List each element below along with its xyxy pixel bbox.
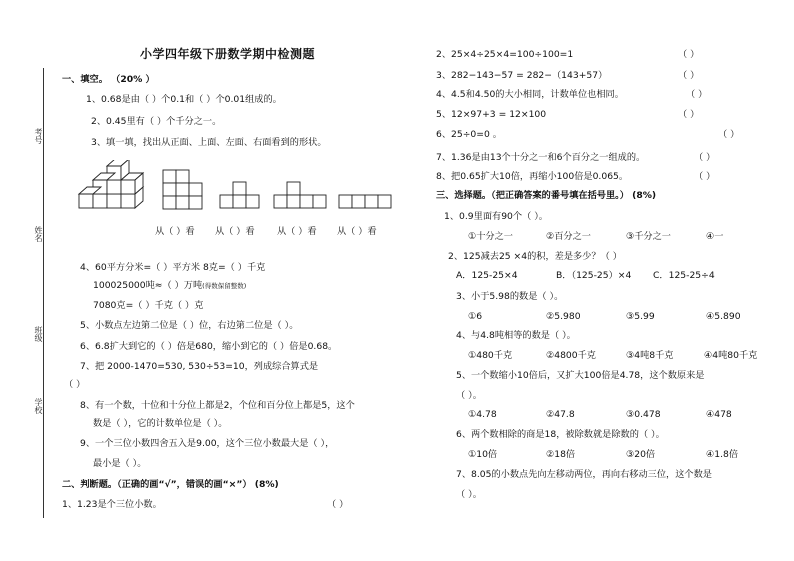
fill-question-4c: 7080克=（ ）千克（ ）克: [93, 300, 204, 311]
cube-stack-drawing: [79, 160, 143, 208]
judge-question-1: 1、1.23是个三位小数。: [62, 499, 162, 510]
view-shape-2: [220, 182, 259, 208]
choice-question-5a: 5、一个数缩小10倍后，又扩大100倍是4.78，这个数原来是: [456, 370, 705, 381]
choice-6-option-c: ③20倍: [626, 449, 656, 460]
fill-question-2: 2、0.45里有（ ）个千分之一。: [91, 116, 222, 127]
exam-number-label: 考号: [34, 128, 43, 144]
judge-answer-8: （ ）: [694, 171, 716, 182]
view-label-4: 从（ ）看: [337, 226, 377, 237]
judge-question-6: 6、25÷0=0 。: [436, 129, 502, 140]
fill-question-8a: 8、有一个数，十位和十分位上都是2，个位和百分位上都是5，这个: [80, 400, 355, 411]
judge-question-2: 2、25×4÷25×4=100÷100=1: [436, 49, 574, 60]
fill-question-9a: 9、一个三位小数四舍五入是9.00，这个三位小数最大是（ ），: [80, 438, 335, 449]
choice-question-7b: （ ）。: [456, 489, 482, 500]
judge-question-8: 8、把0.65扩大10倍，再缩小100倍是0.065。: [436, 171, 629, 182]
view-label-1: 从（ ）看: [155, 226, 195, 237]
judge-question-3: 3、282−143−57 = 282−（143+57）: [436, 70, 608, 81]
fill-question-4b-text: 100025000吨≈（ ）万吨: [93, 280, 203, 291]
choice-4-option-c: ③4吨8千克: [626, 350, 674, 361]
section-judge-heading: 二、判断题。（正确的画“√”，错误的画“×”） (8%): [62, 479, 279, 490]
judge-question-7: 7、1.36是由13个十分之一和6个百分之一组成的。: [436, 152, 646, 163]
choice-2-option-b: B．（125-25）×4: [556, 270, 632, 281]
class-label: 班级: [34, 326, 43, 342]
choice-4-option-a: ①480千克: [468, 350, 513, 361]
choice-5-option-d: ④478: [706, 409, 732, 420]
section-choice-heading: 三、选择题。（把正确答案的番号填在括号里。） (8%): [436, 190, 657, 201]
choice-question-4: 4、与4.8吨相等的数是（ ）。: [456, 330, 576, 341]
choice-question-2: 2、125减去25 ×4的积，差是多少？（ ）: [448, 251, 622, 262]
fill-question-4b: [93, 280, 246, 292]
page-title: 小学四年级下册数学期中检测题: [140, 47, 316, 61]
choice-1-option-c: ③千分之一: [626, 231, 671, 242]
fill-question-3: 3、填一填，找出从正面、上面、左面、右面看到的形状。: [91, 137, 327, 148]
choice-question-1: 1、0.9里面有90个（ ）。: [444, 211, 548, 222]
choice-question-6: 6、两个数相除的商是18，被除数就是除数的（ ）。: [456, 429, 665, 440]
judge-question-4: 4、4.5和4.50的大小相同，计数单位也相同。: [436, 89, 624, 100]
choice-6-option-d: ④1.8倍: [706, 449, 739, 460]
fill-question-7b: （ ）: [64, 379, 86, 390]
choice-question-3: 3、小于5.98的数是（ ）。: [456, 291, 564, 302]
view-shape-4: [339, 195, 391, 208]
choice-1-option-b: ②百分之一: [546, 231, 591, 242]
choice-4-option-b: ②4800千克: [546, 350, 596, 361]
choice-4-option-d: ④4吨80千克: [704, 350, 758, 361]
view-shape-3: [274, 182, 326, 208]
choice-6-option-a: ①10倍: [468, 449, 498, 460]
fill-question-8b: 数是（ ），它的计数单位是（ ）。: [93, 418, 228, 429]
judge-answer-7: （ ）: [694, 152, 716, 163]
fill-question-4a: 4、60平方分米=（ ）平方米 8克=（ ）千克: [80, 262, 266, 273]
fill-question-6: 6、6.8扩大到它的（ ）倍是680，缩小到它的（ ）倍是0.68。: [80, 341, 338, 352]
fill-question-9b: 最小是（ ）。: [93, 458, 147, 469]
judge-answer-2: （ ）: [678, 49, 700, 60]
judge-answer-1: （ ）: [327, 499, 349, 510]
student-name-label: 姓名: [34, 226, 43, 242]
school-label: 学校: [34, 398, 43, 414]
choice-1-option-a: ①十分之一: [468, 231, 513, 242]
judge-answer-5: （ ）: [678, 109, 700, 120]
judge-answer-3: （ ）: [678, 70, 700, 81]
section-fill-in-heading: 一、填空。 （20% ）: [62, 74, 155, 85]
view-label-3: 从（ ）看: [277, 226, 317, 237]
choice-5-option-b: ②47.8: [546, 409, 575, 420]
choice-question-7a: 7、8.05的小数点先向左移动两位，再向右移动三位，这个数是: [456, 469, 712, 480]
choice-2-option-a: A．125-25×4: [456, 270, 518, 281]
view-shape-1: [163, 170, 202, 209]
fill-question-7a: 7、把 2000-1470=530, 530÷53=10，列成综合算式是: [80, 361, 319, 372]
choice-2-option-c: C．125-25÷4: [653, 270, 715, 281]
choice-3-option-c: ③5.99: [626, 311, 655, 322]
choice-3-option-a: ①6: [468, 311, 483, 322]
fill-question-1: 1、0.68是由（ ）个0.1和（ ）个0.01组成的。: [86, 94, 282, 105]
view-label-2: 从（ ）看: [215, 226, 255, 237]
choice-5-option-a: ①4.78: [468, 409, 497, 420]
judge-answer-6: （ ）: [718, 129, 740, 140]
choice-question-5b: （ ）。: [456, 390, 482, 401]
choice-6-option-b: ②18倍: [546, 449, 576, 460]
choice-3-option-b: ②5.980: [546, 311, 581, 322]
choice-3-option-d: ④5.890: [706, 311, 741, 322]
fill-question-5: 5、小数点左边第二位是（ ）位，右边第二位是（ ）。: [80, 320, 299, 331]
cube-views-figure: [75, 160, 395, 216]
choice-1-option-d: ④一: [706, 231, 724, 242]
judge-answer-4: （ ）: [686, 89, 708, 100]
rounding-note: (得数保留整数): [202, 282, 247, 290]
judge-question-5: 5、12×97+3 = 12×100: [436, 109, 547, 120]
choice-5-option-c: ③0.478: [626, 409, 661, 420]
